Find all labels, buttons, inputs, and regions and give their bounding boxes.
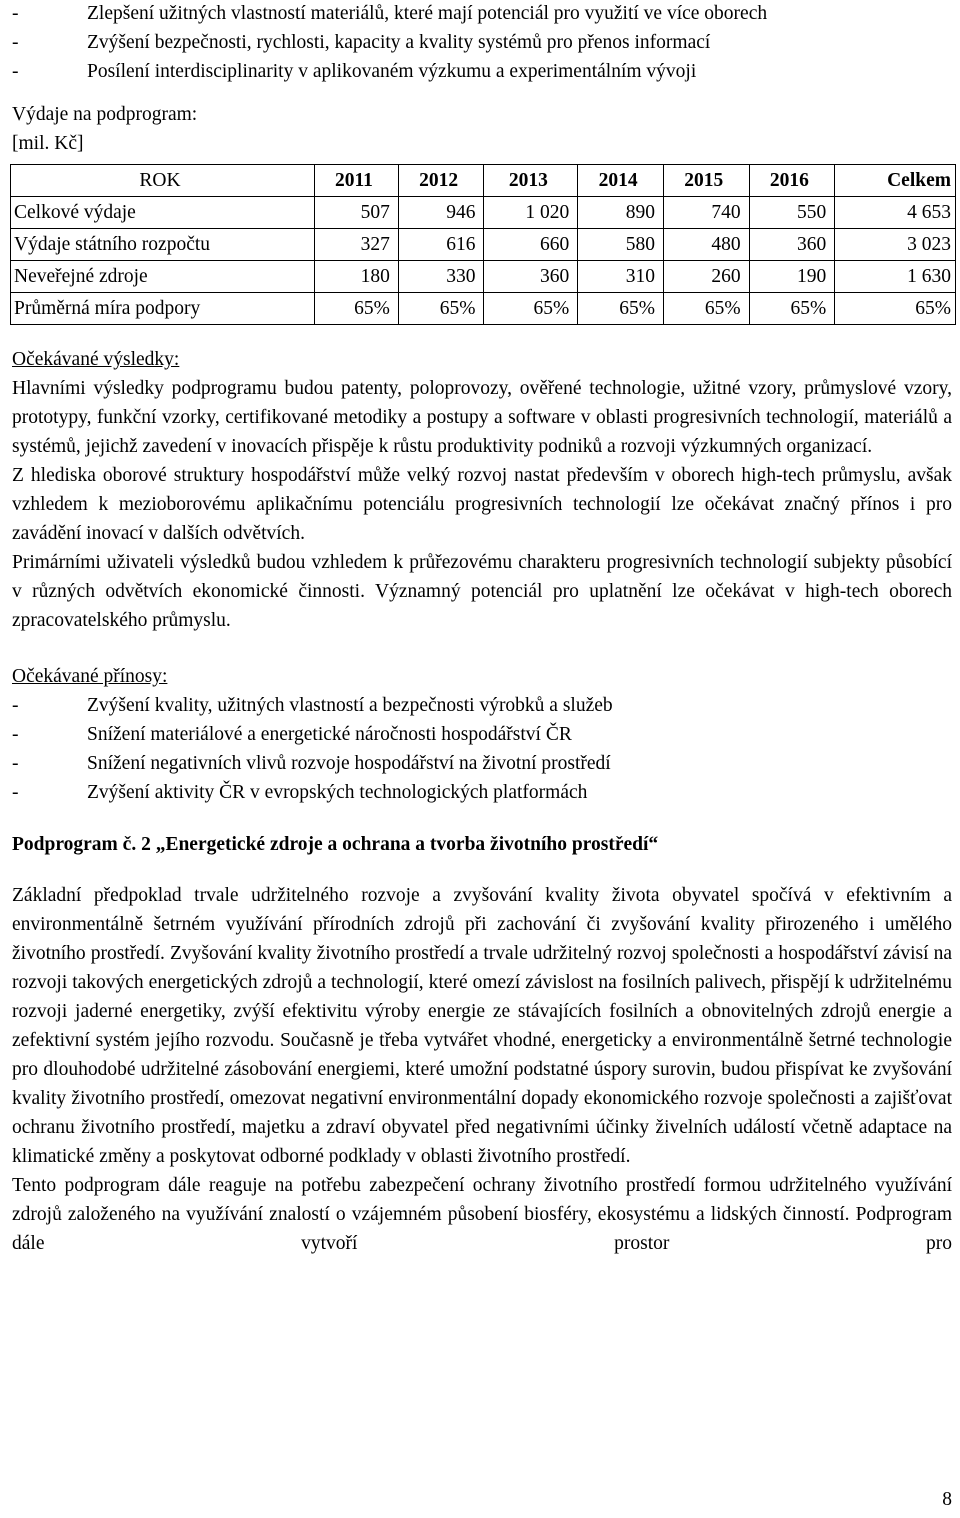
table-cell: 616 [398, 229, 484, 261]
row-label: Výdaje státního rozpočtu [11, 229, 315, 261]
budget-heading: Výdaje na podprogram: [12, 104, 198, 125]
table-row [11, 261, 956, 293]
list-item: - Snížení materiálové a energetické náročnosti hospodářství ČR [12, 724, 572, 745]
table-cell: 1 630 [835, 261, 956, 293]
list-item-text: Posílení interdisciplinarity v aplikovaném výzkumu a experimentálním vývoji [87, 61, 697, 82]
table-header-cell: Celkem [835, 165, 956, 197]
table-cell: 180 [315, 261, 399, 293]
table-cell: 260 [663, 261, 749, 293]
table-cell: 327 [315, 229, 399, 261]
table-cell: 580 [578, 229, 664, 261]
results-paragraph: Z hlediska oborové struktury hospodářství může velký rozvoj nastat především v oborech high-tech průmyslu, avšak vzhledem k mezioborovému aplikačnímu potenciálu progresivních technologií lze očekávat značný přínos i pro zavádění inovací v dalších odvětvích. [12, 465, 952, 544]
table-cell: 65% [484, 293, 578, 325]
table-header-cell: 2012 [398, 165, 484, 197]
table-cell: 660 [484, 229, 578, 261]
list-item: - Snížení negativních vlivů rozvoje hospodářství na životní prostředí [12, 753, 611, 774]
page-number: 8 [942, 1489, 952, 1510]
table-header-cell: 2016 [749, 165, 835, 197]
table-cell: 3 023 [835, 229, 956, 261]
list-item-text: Zvýšení aktivity ČR v evropských technologických platformách [87, 782, 588, 803]
benefits-list [12, 691, 952, 807]
table-cell: 360 [749, 229, 835, 261]
table-row [11, 197, 956, 229]
table-row [11, 293, 956, 325]
table-row [11, 229, 956, 261]
table-cell: 890 [578, 197, 664, 229]
benefits-heading: Očekávané přínosy: [12, 666, 168, 687]
table-cell: 550 [749, 197, 835, 229]
list-item: - Zvýšení bezpečnosti, rychlosti, kapacity a kvality systémů pro přenos informací [12, 32, 711, 53]
list-item-text: Zvýšení bezpečnosti, rychlosti, kapacity a kvality systémů pro přenos informací [87, 32, 711, 53]
table-header-cell: 2011 [315, 165, 399, 197]
table-header-cell: 2013 [484, 165, 578, 197]
benefits-section [12, 662, 952, 807]
document-page [12, 0, 952, 1258]
table-cell: 4 653 [835, 197, 956, 229]
table-cell: 65% [398, 293, 484, 325]
results-paragraph: Primárními uživateli výsledků budou vzhledem k průřezovému charakteru progresivních technologií subjekty působící v různých odvětvích ekonomické činnosti. Významný potenciál pro uplatnění lze očekávat v high-tech oborech zpracovatelského průmyslu. [12, 552, 952, 631]
subprogram-body [12, 881, 952, 1258]
table-cell: 65% [749, 293, 835, 325]
list-item: - Posílení interdisciplinarity v aplikovaném výzkumu a experimentálním vývoji [12, 61, 697, 82]
row-label: Průměrná míra podpory [11, 293, 315, 325]
budget-unit: [mil. Kč] [12, 133, 84, 154]
budget-section [12, 100, 952, 325]
table-header-cell: 2015 [663, 165, 749, 197]
list-item-text: Zvýšení kvality, užitných vlastností a bezpečnosti výrobků a služeb [87, 695, 613, 716]
row-label: Neveřejné zdroje [11, 261, 315, 293]
results-section [12, 345, 952, 635]
intro-bullet-list [12, 0, 952, 86]
table-cell: 65% [315, 293, 399, 325]
table-cell: 480 [663, 229, 749, 261]
table-cell: 360 [484, 261, 578, 293]
body-paragraph: Tento podprogram dále reaguje na potřebu zabezpečení ochrany životního prostředí formou udržitelného využívání zdrojů založeného na využívání znalostí o vzájemném působení biosféry, ekosystému a lidských činností. Podprogram dále vytvoří prostor pro [12, 1175, 952, 1254]
list-item-text: Snížení negativních vlivů rozvoje hospodářství na životní prostředí [87, 753, 611, 774]
table-cell: 740 [663, 197, 749, 229]
subprogram-title: Podprogram č. 2 „Energetické zdroje a ochrana a tvorba životního prostředí“ [12, 834, 659, 855]
list-item: - Zvýšení kvality, užitných vlastností a bezpečnosti výrobků a služeb [12, 695, 613, 716]
list-item-text: Zlepšení užitných vlastností materiálů, které mají potenciál pro využití ve více oborech [87, 3, 768, 24]
table-cell: 65% [663, 293, 749, 325]
table-cell: 946 [398, 197, 484, 229]
table-header-row [11, 165, 956, 197]
results-paragraph: Hlavními výsledky podprogramu budou patenty, poloprovozy, ověřené technologie, užitné vzory, průmyslové vzory, prototypy, funkční vzorky, certifikované metodiky a postupy a software v oblasti progresivních technologií, materiálů a systémů, jejichž zavedení v inovacích přispěje k růstu produktivity podniků a rozvoji výzkumných organizací. [12, 378, 952, 457]
table-cell: 310 [578, 261, 664, 293]
table-cell: 65% [578, 293, 664, 325]
results-heading: Očekávané výsledky: [12, 349, 180, 370]
budget-table [10, 164, 956, 325]
table-cell: 507 [315, 197, 399, 229]
table-header-cell: ROK [11, 165, 315, 197]
list-item-text: Snížení materiálové a energetické náročnosti hospodářství ČR [87, 724, 572, 745]
table-cell: 330 [398, 261, 484, 293]
table-cell: 190 [749, 261, 835, 293]
table-cell: 65% [835, 293, 956, 325]
list-item: - Zlepšení užitných vlastností materiálů, které mají potenciál pro využití ve více oborech [12, 3, 768, 24]
body-paragraph: Základní předpoklad trvale udržitelného rozvoje a zvyšování kvality života obyvatel spočívá v efektivním a environmentálně šetrném využívání přírodních zdrojů při zachování či zvyšování kvality přirozeného i umělého životního prostředí. Zvyšování kvality životního prostředí a trvale udržitelný rozvoj společnosti a hospodářství závisí na rozvoji takových energetických zdrojů a technologií, které omezí závislost na fosilních palivech, přispějí k udržitelnému rozvoji jaderné energetiky, zvýší efektivitu výroby energie ze stávajících fosilních a obnovitelných zdrojů energie a zefektivní systém jejího rozvodu. Současně je třeba vytvářet vhodné, energeticky a environmentálně šetrné technologie pro dlouhodobé udržitelné zásobování energiemi, které umožní podstatné úspory surovin, budou přispívat ke zvyšování kvality životního prostředí, omezovat negativní environmentální dopady ekonomického rozvoje společnosti a zajišťovat ochranu životního prostředí, majetku a zdraví obyvatel před negativními účinky živelních událostí včetně adaptace na klimatické změny a poskytovat odborné podklady v oblasti životního prostředí. [12, 885, 952, 1167]
row-label: Celkové výdaje [11, 197, 315, 229]
table-header-cell: 2014 [578, 165, 664, 197]
list-item: - Zvýšení aktivity ČR v evropských technologických platformách [12, 782, 588, 803]
table-cell: 1 020 [484, 197, 578, 229]
